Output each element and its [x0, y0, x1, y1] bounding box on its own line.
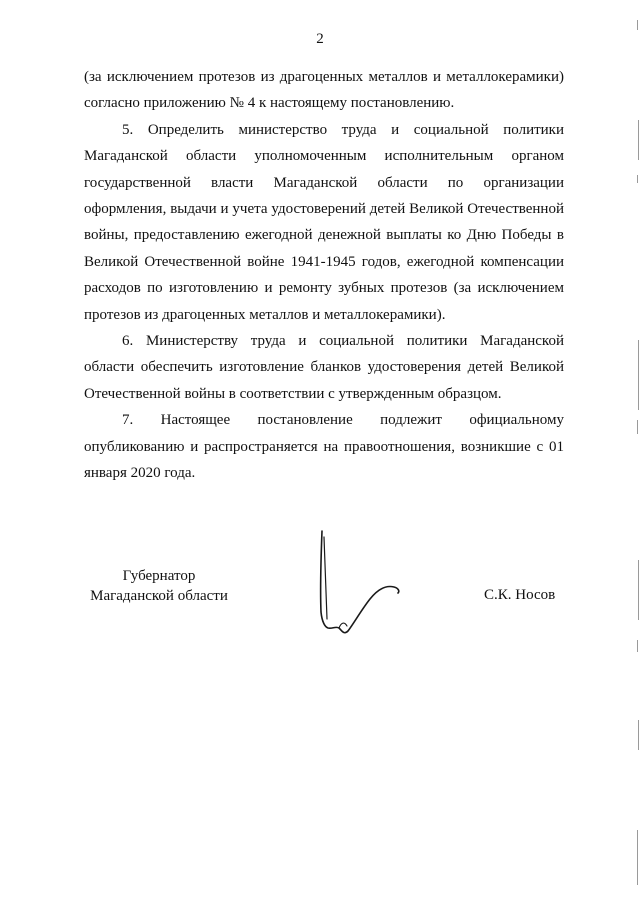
signatory-title	[86, 566, 232, 606]
paragraph-item-7: 7. Настоящее постановление подлежит официальному опубликованию и распространяется на правоотношения, возникшие с 01 января 2020 года.	[84, 412, 564, 482]
scan-edge-noise	[632, 0, 640, 905]
paragraph-continuation: (за исключением протезов из драгоценных металлов и металлокерамики) согласно приложению № 4 к настоящему постановлению.	[84, 69, 564, 112]
signatory-title-line1: Губернатор	[122, 568, 196, 584]
signatory-title-line2: Магаданской области	[90, 588, 228, 604]
page-number: 2	[316, 31, 324, 47]
paragraph-item-5: 5. Определить министерство труда и социальной политики Магаданской области уполномоченным исполнительным органом государственной власти Магаданской области по организации оформления, выдачи и учета удостоверений детей Великой Отечественной войны, предоставлению ежегодной денежной выплаты ко Дню Победы в Великой Отечественной войне 1941-1945 годов, ежегодной компенсации расходов по изготовлению и ремонту зубных протезов (за исключением протезов из драгоценных металлов и металлокерамики).	[84, 121, 564, 323]
paragraph-item-6: 6. Министерству труда и социальной политики Магаданской области обеспечить изготовление бланков удостоверения детей Великой Отечественной войны в соответствии с утвержденным образцом.	[84, 333, 564, 402]
handwritten-signature	[308, 527, 408, 652]
document-body	[84, 64, 564, 487]
signatory-name: С.К. Носов	[484, 587, 556, 603]
